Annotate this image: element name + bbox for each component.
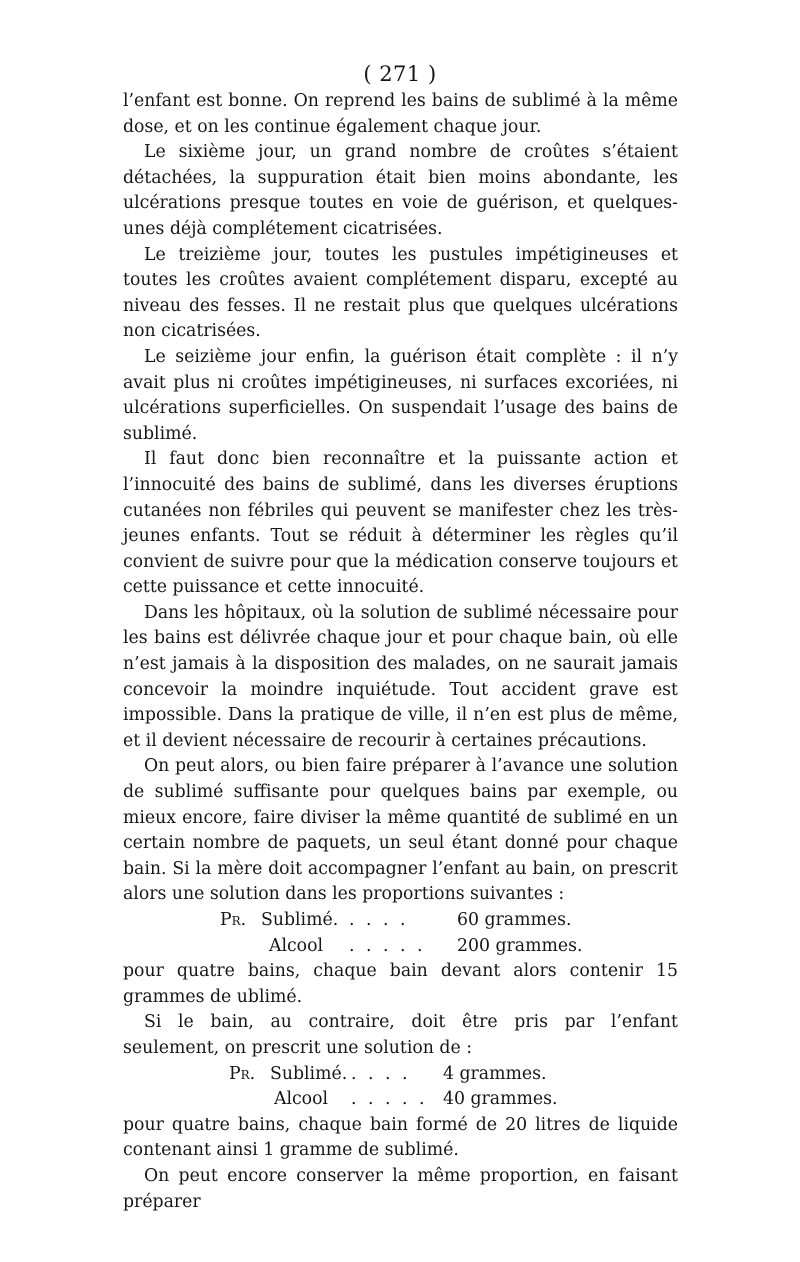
paragraph-10: pour quatre bains, chaque bain formé de 20 litres de liquide contenant ainsi 1 gramme de sublimé. — [123, 1114, 678, 1161]
formula-1-ingredient-2: Alcool — [269, 935, 324, 956]
formula-1-quantity-1: 60 grammes. — [457, 910, 572, 930]
formula-1-quantity-2: 200 grammes. — [457, 935, 583, 956]
paragraph-7: On peut alors, ou bien faire préparer à l’avance une solution de sublimé suffisante pour quelques bains par exemple, ou mieux encore, faire diviser la même quantité de sublimé en un certain nombre de paquets, un seul étant donné pour chaque bain. Si la mère doit accompagner l’enfant au bain, on prescrit alors une solution dans les proportions suivantes : — [123, 756, 678, 905]
formula-2-quantity-2: 40 grammes. — [443, 1089, 558, 1110]
paragraph-3: Le treizième jour, toutes les pustules impétigineuses et toutes les croûtes avaient complétement disparu, excepté au niveau des fesses. Il ne restait plus que quelques ulcérations non cicatrisées. — [123, 244, 678, 342]
formula-2-quantity-1: 4 grammes. — [443, 1063, 547, 1084]
paragraph-5: Il faut donc bien reconnaître et la puissante action et l’innocuité des bains de sublimé, dans les diverses éruptions cutanées non fébriles qui peuvent se manifester chez les très-jeunes enfants. Tout se réduit à déterminer les règles qu’il convient de suivre pour que la médication conserve toujours et cette puissance et cette innocuité. — [123, 449, 678, 598]
page-number: ( 271 ) — [363, 62, 437, 86]
formula-1-prefix: Pr. — [220, 910, 247, 930]
formula-2-leader-dots-1: . . . . — [351, 1063, 411, 1084]
paragraph-11: On peut encore conserver la même proportion, en faisant préparer — [123, 1165, 678, 1212]
paragraph-6: Dans les hôpitaux, où la solution de sublimé nécessaire pour les bains est délivrée chaque jour et pour chaque bain, où elle n’est jamais à la disposition des malades, on ne saurait jamais concevoir la moindre inquiétude. Tout accident grave est impossible. Dans la pratique de ville, il n’en est plus de même, et il devient nécessaire de recourir à certaines précautions. — [123, 602, 678, 751]
formula-2-prefix: Pr. — [229, 1063, 256, 1084]
formula-2-ingredient-2: Alcool — [274, 1089, 329, 1110]
paragraph-2: Le sixième jour, un grand nombre de croûtes s’étaient détachées, la suppuration était bien moins abondante, les ulcérations presque toutes en voie de guérison, et quelques-unes déjà complétement cicatrisées. — [123, 142, 678, 239]
paragraph-1: l’enfant est bonne. On reprend les bains de sublimé à la même dose, et on les continue également chaque jour. — [123, 91, 678, 137]
formula-2-leader-dots-2: . . . . . — [351, 1089, 428, 1110]
formula-1-leader-dots-1: . . . . — [349, 910, 409, 930]
paragraph-8: pour quatre bains, chaque bain devant alors contenir 15 grammes de ublimé. — [123, 961, 678, 1007]
paragraph-4: Le seizième jour enfin, la guérison était complète : il n’y avait plus ni croûtes impétigineuses, ni surfaces excoriées, ni ulcérations superficielles. On suspendait l’usage des bains de sublimé. — [123, 346, 678, 444]
formula-2-ingredient-1: Sublimé. — [270, 1063, 348, 1084]
paragraph-9: Si le bain, au contraire, doit être pris par l’enfant seulement, on prescrit une solution de : — [123, 1012, 678, 1058]
prescription-formula-1 — [123, 908, 678, 959]
formula-1-ingredient-1: Sublimé. — [261, 910, 339, 930]
page-body — [123, 89, 678, 1215]
formula-1-leader-dots-2: . . . . . — [349, 935, 426, 956]
prescription-formula-2 — [123, 1062, 678, 1113]
